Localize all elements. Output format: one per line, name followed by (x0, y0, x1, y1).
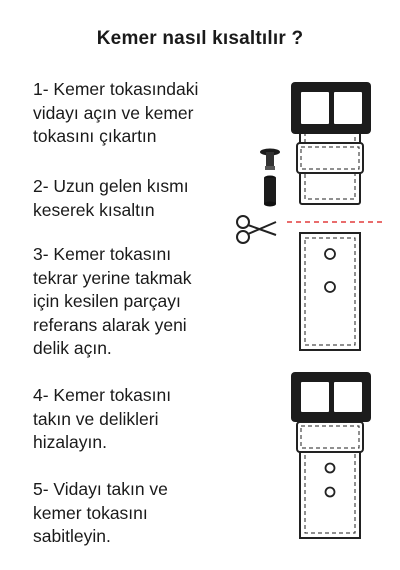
belt-buckle-icon (291, 82, 371, 134)
belt-strap-icon (297, 112, 363, 204)
buckle-step-1 (291, 82, 371, 204)
step-3-text: 3- Kemer tokasını tekrar yerine takmak için kesilen parçayı referans alarak yeni delik açın. (33, 244, 192, 358)
buckle-step-4 (291, 372, 371, 538)
belt-strap-icon (297, 408, 363, 538)
belt-buckle-icon (291, 372, 371, 422)
belt-strap-icon (300, 233, 360, 350)
step-1-text: 1- Kemer tokasındaki vidayı açın ve kemer tokasını çıkartın (33, 79, 199, 146)
step-5-text: 5- Vidayı takın ve kemer tokasını sabitleyin. (33, 479, 168, 546)
screw-icon (260, 149, 280, 207)
page-title: Kemer nasıl kısaltılır ? (96, 28, 304, 49)
step-2-text: 2- Uzun gelen kısmı keserek kısaltın (33, 176, 189, 220)
step-4-text: 4- Kemer tokasını takın ve delikleri hizalayın. (33, 385, 172, 452)
